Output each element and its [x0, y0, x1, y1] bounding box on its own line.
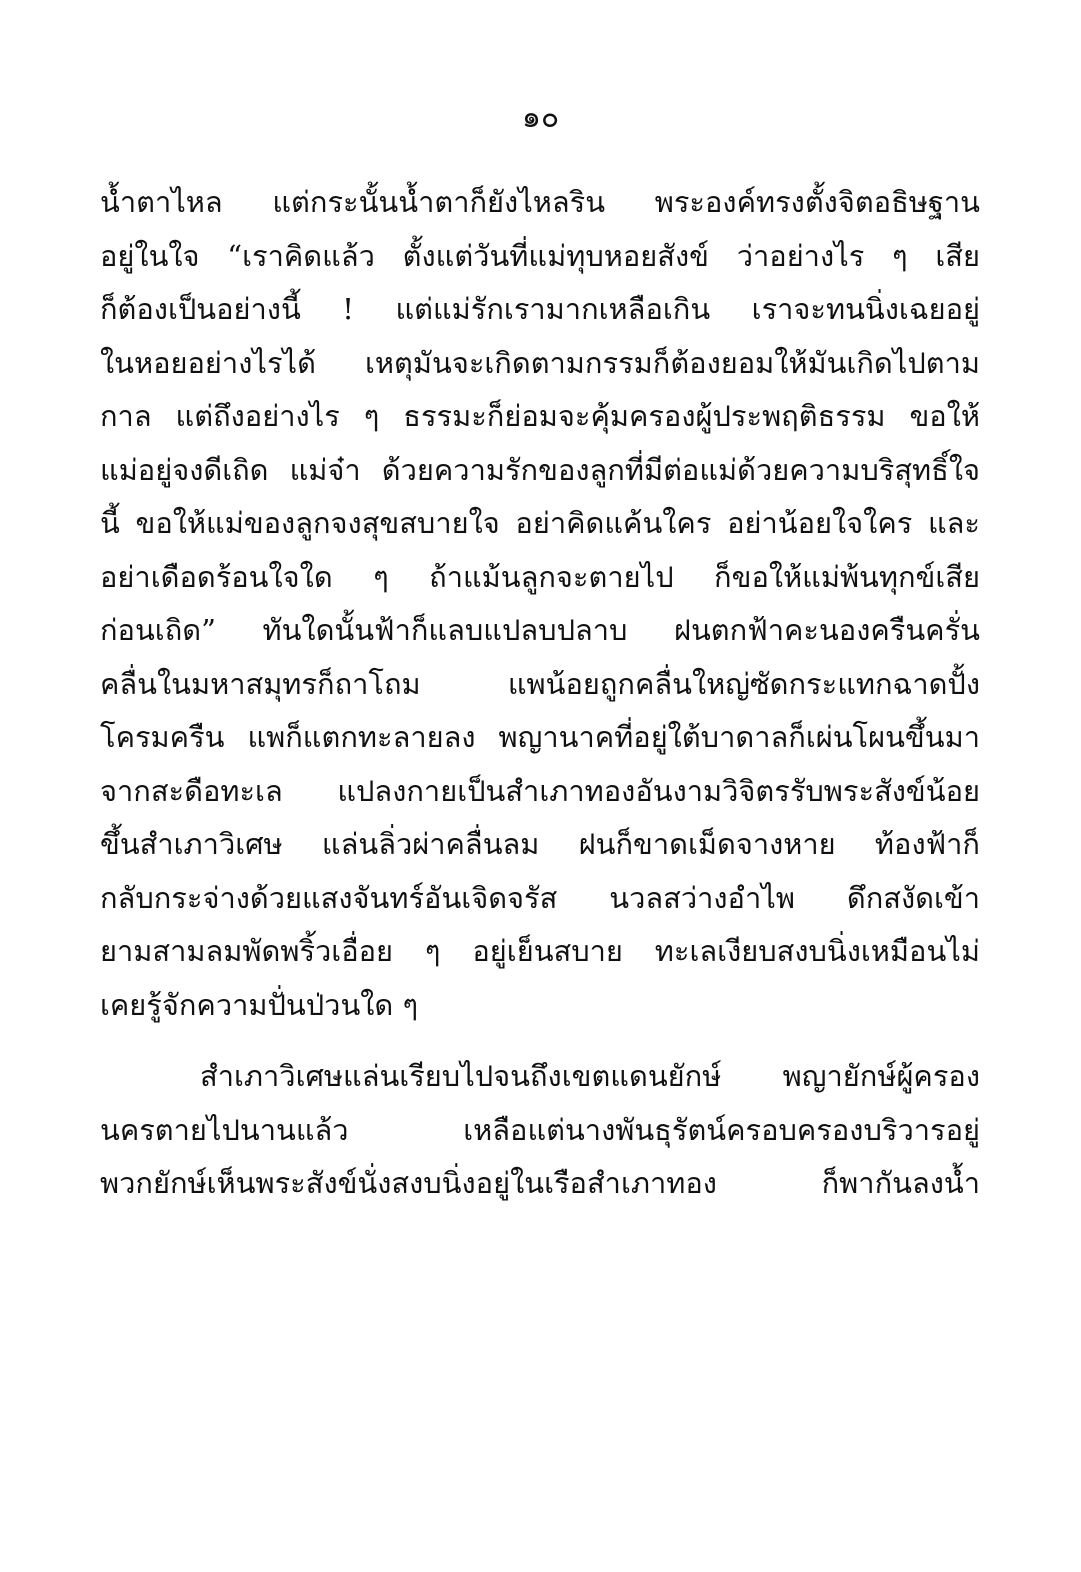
paragraph-gap: [100, 1032, 980, 1050]
page-number: ๑๐: [521, 100, 560, 135]
text-line: พวกยักษ์เห็นพระสังข์นั่งสงบนิ่งอยู่ในเรือสำเภาทอง ก็พากันลงน้ำ: [100, 1166, 980, 1200]
text-line: นครตายไปนานแล้ว เหลือแต่นางพันธุรัตน์ครอบครองบริวารอยู่: [100, 1112, 980, 1147]
text-line: จากสะดือทะเล แปลงกายเป็นสำเภาทองอันงามวิจิตรรับพระสังข์น้อย: [100, 773, 980, 808]
text-line: คลื่นในมหาสมุทรก็ถาโถม แพน้อยถูกคลื่นใหญ่ซัดกระแทกฉาดปั้ง: [100, 666, 980, 701]
text-line: น้ำตาไหล แต่กระนั้นน้ำตาก็ยังไหลริน พระองค์ทรงตั้งจิตอธิษฐาน: [100, 185, 980, 219]
text-line: ในหอยอย่างไรได้ เหตุมันจะเกิดตามกรรมก็ต้องยอมให้มันเกิดไปตาม: [100, 345, 980, 380]
text-line: เคยรู้จักความปั่นป่วนใด ๆ: [100, 987, 419, 1022]
text-line: กาล แต่ถึงอย่างไร ๆ ธรรมะก็ย่อมจะคุ้มครองผู้ประพฤติธรรม ขอให้: [100, 399, 980, 433]
text-line: นี้ ขอให้แม่ของลูกจงสุขสบายใจ อย่าคิดแค้นใคร อย่าน้อยใจใคร และ: [100, 506, 980, 540]
text-line: โครมครืน แพก็แตกทะลายลง พญานาคที่อยู่ใต้บาดาลก็เผ่นโผนขึ้นมา: [100, 720, 980, 754]
text-line: ยามสามลมพัดพริ้วเอื่อย ๆ อยู่เย็นสบาย ทะเลเงียบสงบนิ่งเหมือนไม่: [100, 934, 980, 968]
text-line: ก็ต้องเป็นอย่างนี้ ! แต่แม่รักเรามากเหลือเกิน เราจะทนนิ่งเฉยอยู่: [100, 292, 980, 326]
paragraph-2: [100, 1050, 980, 1211]
text-line: ขึ้นสำเภาวิเศษ แล่นลิ่วผ่าคลื่นลม ฝนก็ขาดเม็ดจางหาย ท้องฟ้าก็: [100, 827, 980, 861]
text-line: สำเภาวิเศษแล่นเรียบไปจนถึงเขตแดนยักษ์ พญายักษ์ผู้ครอง: [200, 1059, 980, 1093]
text-line: ก่อนเถิด” ทันใดนั้นฟ้าก็แลบแปลบปลาบ ฝนตกฟ้าคะนองครืนครั่น: [100, 613, 980, 647]
paragraph-1: [100, 176, 980, 1032]
text-line: อย่าเดือดร้อนใจใด ๆ ถ้าแม้นลูกจะตายไป ก็ขอให้แม่พ้นทุกข์เสีย: [100, 559, 980, 594]
text-line: แม่อยู่จงดีเถิด แม่จ๋า ด้วยความรักของลูกที่มีต่อแม่ด้วยความบริสุทธิ์ใจ: [100, 452, 980, 487]
body-text: [100, 176, 980, 1211]
text-line: อยู่ในใจ “เราคิดแล้ว ตั้งแต่วันที่แม่ทุบหอยสังข์ ว่าอย่างไร ๆ เสีย: [100, 238, 980, 273]
text-line: กลับกระจ่างด้วยแสงจันทร์อันเจิดจรัส นวลสว่างอำไพ ดึกสงัดเข้า: [100, 880, 980, 915]
